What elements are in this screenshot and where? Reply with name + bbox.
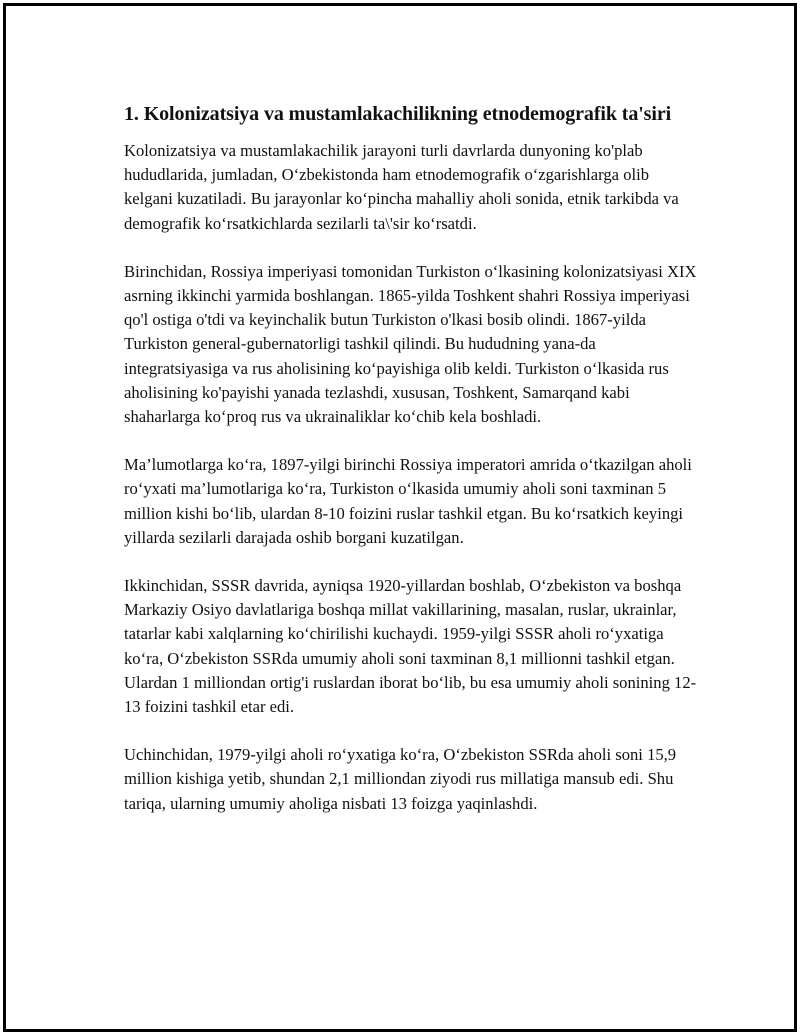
paragraph-first-point: Birinchidan, Rossiya imperiyasi tomonidan Turkiston o‘lkasining kolonizatsiyasi XIX asrning ikkinchi yarmida boshlangan. 1865-yilda Toshkent shahri Rossiya imperiyasi qo'l ostiga o'tdi va keyinchalik butun Turkiston o'lkasi bosib olindi. 1867-yilda Turkiston general-gubernatorligi tashkil qilindi. Bu hududning yana-da integratsiyasiga va rus aholisining ko‘payishiga olib keldi. Turkiston o‘lkasida rus aholisining ko'payishi yanada tezlashdi, xususan, Toshkent, Samarqand kabi shaharlarga ko‘proq rus va ukrainaliklar ko‘chib kela boshladi.: [124, 261, 697, 427]
document-body: [124, 101, 699, 840]
page-frame: [3, 3, 797, 1032]
paragraph-intro: Kolonizatsiya va mustamlakachilik jarayoni turli davrlarda dunyoning ko'plab hududlarida, jumladan, O‘zbekistonda ham etnodemografik o‘zgarishlarga olib kelgani kuzatiladi. Bu jarayonlar ko‘pincha mahalliy aholi sonida, etnik tarkibda va demografik ko‘rsatkichlarda sezilarli ta\'sir ko‘rsatdi.: [124, 141, 679, 233]
paragraph-second-point: Ikkinchidan, SSSR davrida, ayniqsa 1920-yillardan boshlab, O‘zbekiston va boshqa Markaziy Osiyo davlatlariga boshqa millat vakillarining, masalan, ruslar, ukrainlar, tatarlar kabi xalqlarning ko‘chirilishi kuchaydi. 1959-yilgi SSSR aholi ro‘yxatiga ko‘ra, O‘zbekiston SSRda umumiy aholi soni taxminan 8,1 millionni tashkil etgan. Ulardan 1 milliondan ortig'i ruslardan iborat bo‘lib, bu esa umumiy aholi sonining 12-13 foizini tashkil etar edi.: [124, 576, 697, 717]
paragraph-census-1897: Ma’lumotlarga ko‘ra, 1897-yilgi birinchi Rossiya imperatori amrida o‘tkazilgan aholi ro‘yxati ma’lumotlariga ko‘ra, Turkiston o‘lkasida umumiy aholi soni taxminan 5 million kishi bo‘lib, ulardan 8-10 foizini ruslar tashkil etgan. Bu ko‘rsatkich keyingi yillarda sezilarli darajada oshib borgani kuzatilgan.: [124, 455, 692, 547]
section-title: 1. Kolonizatsiya va mustamlakachilikning etnodemografik ta'siri: [124, 103, 672, 125]
paragraph-third-point: Uchinchidan, 1979-yilgi aholi ro‘yxatiga ko‘ra, O‘zbekiston SSRda aholi soni 15,9 million kishiga yetib, shundan 2,1 milliondan ziyodi rus millatiga mansub edi. Shu tariqa, ularning umumiy aholiga nisbati 13 foizga yaqinlashdi.: [124, 745, 677, 813]
